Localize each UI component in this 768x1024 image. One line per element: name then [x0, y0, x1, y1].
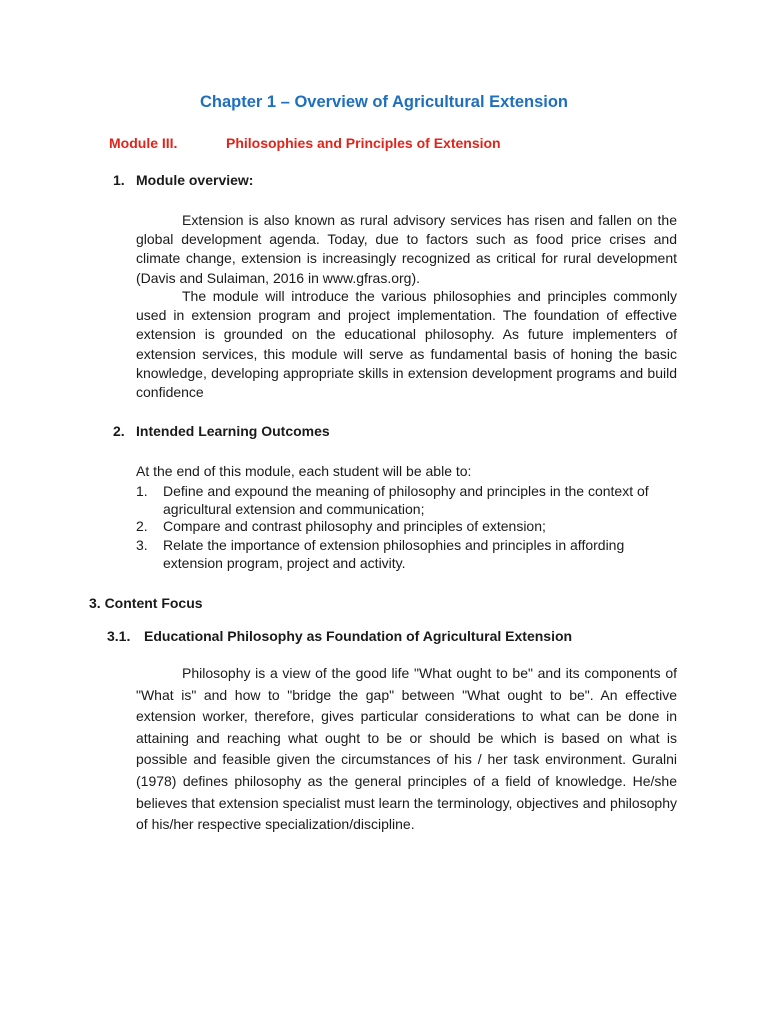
overview-paragraph-2: The module will introduce the various philosophies and principles commonly used in extension program and project implementation. The foundation of effective extension is grounded on the educational philosophy. As future implementers of extension services, this module will serve as fundamental basis of honing the basic knowledge, developing appropriate skills in extension development programs and build confidence — [136, 288, 677, 401]
list-marker: 2. — [136, 518, 148, 534]
section-2-number: 2. — [113, 423, 125, 439]
section-3-heading: 3. Content Focus — [89, 595, 203, 611]
subsection-3-1-number: 3.1. — [107, 628, 131, 644]
section-1-number: 1. — [113, 172, 125, 188]
module-number: Module III. — [109, 135, 178, 151]
section-1-heading: Module overview: — [136, 172, 254, 188]
list-text: Relate the importance of extension philosophies and principles in affording extension program, project and activity. — [163, 537, 625, 571]
section-2-heading: Intended Learning Outcomes — [136, 423, 330, 439]
list-text: Define and expound the meaning of philosophy and principles in the context of agricultural extension and communication; — [163, 483, 649, 517]
chapter-title: Chapter 1 – Overview of Agricultural Extension — [200, 93, 568, 111]
outcome-item-1 — [136, 483, 708, 519]
list-text: Compare and contrast philosophy and principles of extension; — [163, 518, 546, 534]
module-title: Philosophies and Principles of Extension — [226, 135, 501, 151]
content-paragraph: Philosophy is a view of the good life "What ought to be" and its components of "What is" and how to "bridge the gap" between "What ought to be". An effective extension worker, therefore, gives particular considerations to what can be done in attaining and reaching what ought to be or should be which is based on what is possible and feasible given the circumstances of his / her task environment. Guralni (1978) defines philosophy as the general principles of a field of knowledge. He/she believes that extension specialist must learn the terminology, objectives and philosophy of his/her respective specialization/discipline. — [136, 665, 677, 833]
subsection-3-1-heading: Educational Philosophy as Foundation of Agricultural Extension — [144, 628, 573, 644]
outcome-item-3 — [136, 537, 708, 573]
outcome-item-2 — [136, 518, 708, 536]
outcomes-intro: At the end of this module, each student will be able to: — [136, 463, 472, 479]
overview-paragraph-1: Extension is also known as rural advisory services has risen and fallen on the global development agenda. Today, due to factors such as food price crises and climate change, extension is increasingly recognized as critical for rural development (Davis and Sulaiman, 2016 in www.gfras.org). — [136, 212, 677, 286]
list-marker: 3. — [136, 537, 148, 553]
list-marker: 1. — [136, 483, 148, 499]
